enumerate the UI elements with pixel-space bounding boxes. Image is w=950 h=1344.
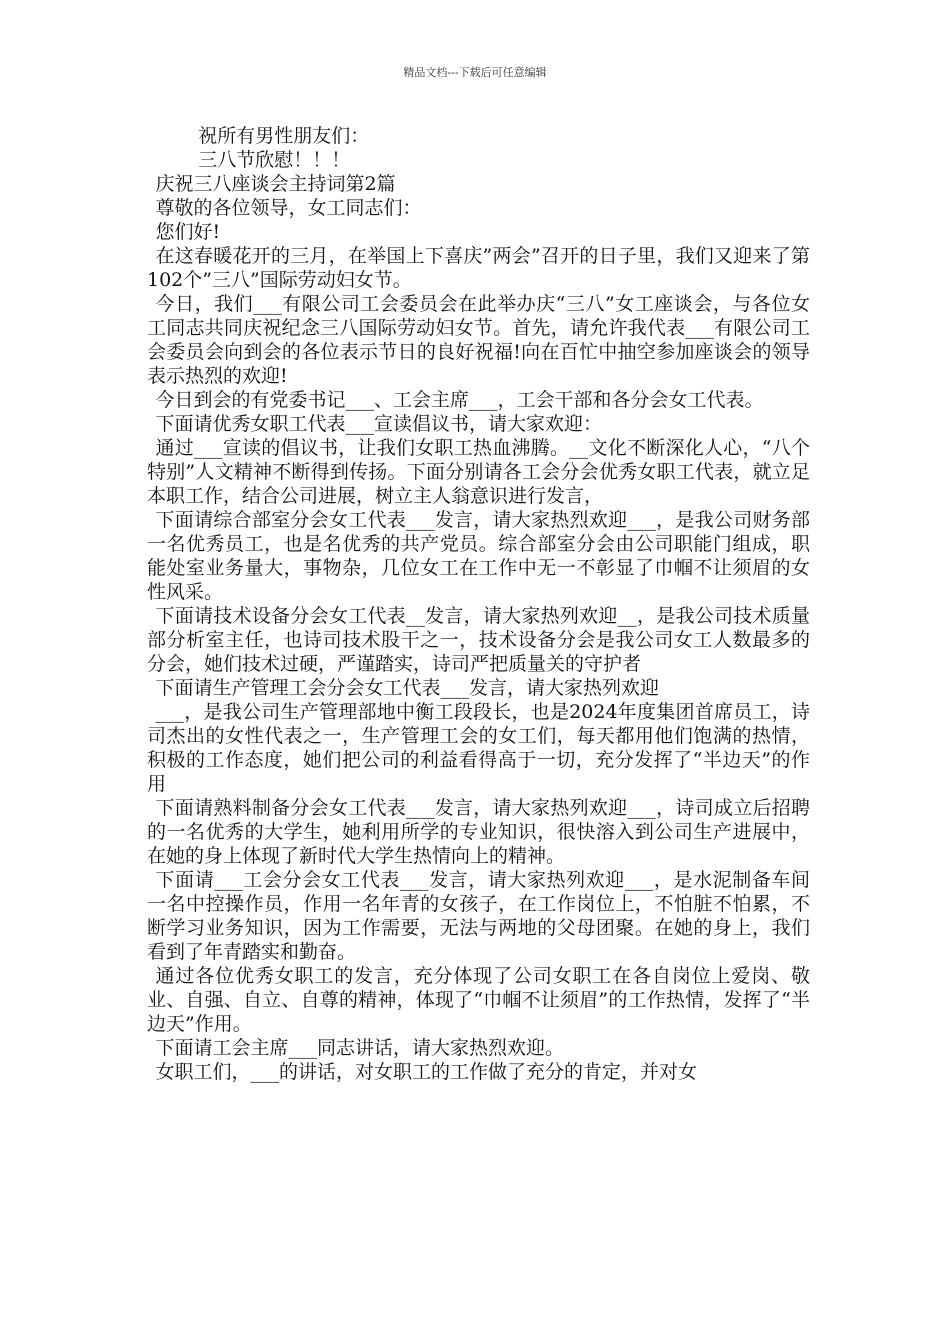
- document-body: [147, 124, 810, 1084]
- paragraph: 下面请技术设备分会女工代表__发言，请大家热列欢迎__，是我公司技术质量部分析室主任，也诗司技术股干之一，技术设备分会是我公司女工人数最多的分会，她们技术过硬，严谨踏实，诗司严把质量关的守护者: [147, 605, 810, 675]
- paragraph: 您们好!: [155, 221, 221, 243]
- paragraph: 下面请优秀女职工代表___宣读倡议书，请大家欢迎：: [155, 413, 603, 435]
- paragraph: 今日，我们___有限公司工会委员会在此举办庆“三八”女工座谈会，与各位女工同志共同庆祝纪念三八国际劳动妇女节。首先，请允许我代表___有限公司工会委员会向到会的各位表示节日的良好祝福!向在百忙中抽空参加座谈会的领导表示热烈的欢迎!: [147, 293, 810, 387]
- paragraph: 下面请工会主席___同志讲话，请大家热烈欢迎。: [155, 1037, 565, 1059]
- paragraph: 在这春暖花开的三月，在举国上下喜庆”两会”召开的日子里，我们又迎来了第102个”三八”国际劳动妇女节。: [147, 245, 810, 291]
- paragraph: 女职工们，___的讲话，对女职工的工作做了充分的肯定，并对女: [155, 1061, 698, 1083]
- paragraph: 下面请生产管理工会分会女工代表___发言，请大家热列欢迎: [155, 677, 660, 699]
- paragraph: 三八节欣慰！！！: [198, 149, 351, 171]
- page-header: 精品文档---下载后可任意编辑: [403, 66, 547, 79]
- paragraph: 今日到会的有党委书记___、工会主席___，工会干部和各分会女工代表。: [155, 389, 764, 411]
- paragraph: 下面请___工会分会女工代表___发言，请大家热列欢迎___，是水泥制备车间一名中控操作员，作用一名年青的女孩子，在工作岗位上，不怕脏不怕累，不断学习业务知识，因为工作需要，无法与两地的父母团聚。在她的身上，我们看到了年青踏实和勤奋。: [147, 869, 810, 963]
- paragraph: 通过各位优秀女职工的发言，充分体现了公司女职工在各自岗位上爱岗、敬业、自强、自立、自尊的精神，体现了“巾帼不让须眉”的工作热情，发挥了“半边天”作用。: [147, 965, 810, 1035]
- paragraph: 祝所有男性朋友们：: [198, 125, 370, 147]
- paragraph: ___，是我公司生产管理部地中衡工段段长，也是2024年度集团首席员工，诗司杰出的女性代表之一，生产管理工会的女工们，每天都用他们饱满的热情，积极的工作态度，她们把公司的利益看得高于一切，充分发挥了“半边天”的作用: [147, 701, 810, 795]
- paragraph: 通过___宣读的倡议书，让我们女职工热血沸腾。__文化不断深化人心，“八个特别”人文精神不断得到传扬。下面分别请各工会分会优秀女职工代表，就立足本职工作，结合公司进展，树立主人翁意识进行发言，: [147, 437, 810, 507]
- section-title: 庆祝三八座谈会主持词第2篇: [155, 173, 396, 195]
- paragraph: 尊敬的各位领导，女工同志们：: [155, 197, 422, 219]
- paragraph: 下面请熟料制备分会女工代表___发言，请大家热列欢迎___，诗司成立后招聘的一名优秀的大学生，她利用所学的专业知识，很快溶入到公司生产进展中，在她的身上体现了新时代大学生热情向上的精神。: [147, 797, 810, 867]
- paragraph: 下面请综合部室分会女工代表___发言，请大家热烈欢迎___，是我公司财务部一名优秀员工，也是名优秀的共产党员。综合部室分会由公司职能门组成，职能处室业务量大，事物杂，几位女工在工作中无一不彰显了巾帼不让须眉的女性风采。: [147, 509, 810, 603]
